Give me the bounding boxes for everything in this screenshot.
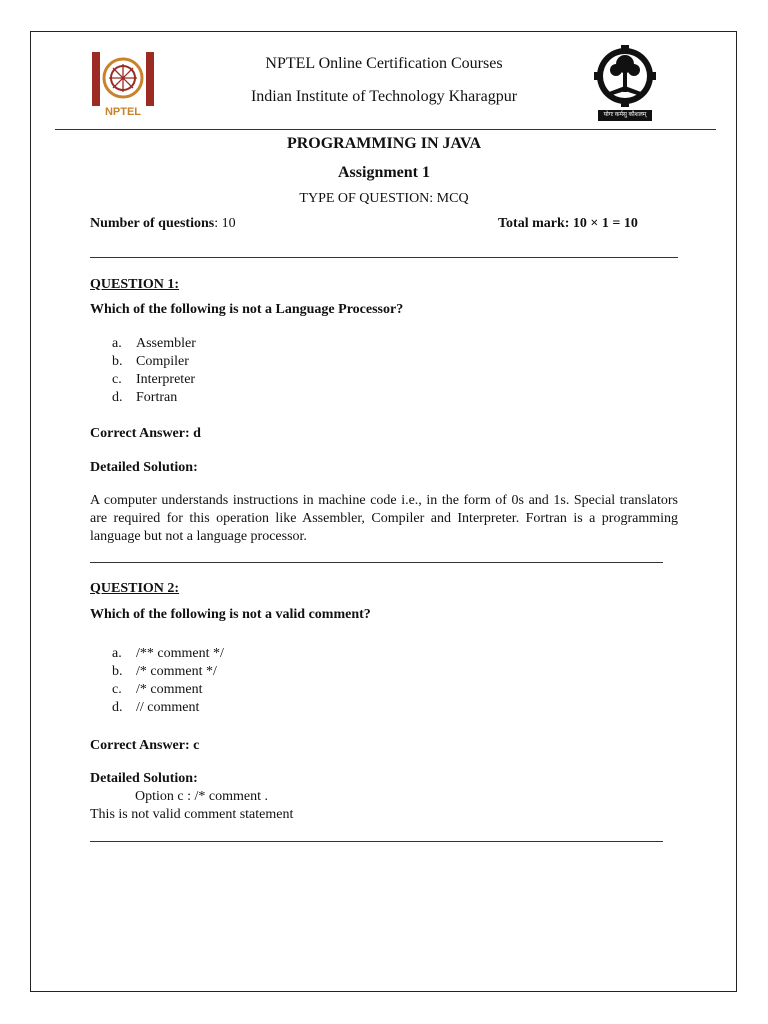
option-item: d. // comment [112,700,200,715]
header-line-1: NPTEL Online Certification Courses [265,55,503,72]
option-item: b. Compiler [112,354,189,369]
question-type: TYPE OF QUESTION: MCQ [299,191,469,206]
option-item: a. /** comment */ [112,646,224,661]
question-2-solution-line-2: This is not valid comment statement [90,807,294,822]
course-title: PROGRAMMING IN JAVA [286,135,482,152]
option-item: c. /* comment [112,682,203,697]
option-item: a. Assembler [112,336,196,351]
question-2-solution-line-1: Option c : /* comment . [135,789,268,804]
question-2-answer: Correct Answer: c [90,738,200,753]
section-divider [90,257,678,258]
total-mark: Total mark: 10 × 1 = 10 [498,216,638,231]
question-2-solution-label: Detailed Solution: [90,771,198,786]
question-1-heading: QUESTION 1: [90,277,180,292]
header-line-2: Indian Institute of Technology Kharagpur [250,88,518,105]
question-2-divider [90,841,663,842]
iit-kgp-motto: योगः कर्मसु कौशलम् [603,112,647,118]
number-of-questions [90,215,236,232]
nptel-logo [90,50,156,122]
nptel-logo-label: NPTEL [104,106,142,118]
question-1-solution: A computer understands instructions in machine code i.e., in the form of 0s and 1s. Special translators are required for this operation like Assembler, Compiler and Interpreter. Fortran is a programming language but not a language processor. [90,493,678,544]
header-divider [55,129,716,130]
question-2-options [112,645,224,717]
option-item: c. Interpreter [112,372,196,387]
question-1-text: Which of the following is not a Language Processor? [90,302,404,317]
iit-kgp-logo [592,42,658,122]
number-of-questions-label: Number of questions [90,216,215,231]
question-1-answer: Correct Answer: d [90,426,201,441]
question-2-text: Which of the following is not a valid comment? [90,607,371,622]
number-of-questions-value: : 10 [214,216,236,231]
question-1-solution-label: Detailed Solution: [90,460,198,475]
option-item: b. /* comment */ [112,664,217,679]
question-1-options [112,335,196,407]
assignment-title: Assignment 1 [337,164,430,181]
option-item: d. Fortran [112,390,178,405]
question-1-divider [90,562,663,563]
question-2-heading: QUESTION 2: [90,581,180,596]
